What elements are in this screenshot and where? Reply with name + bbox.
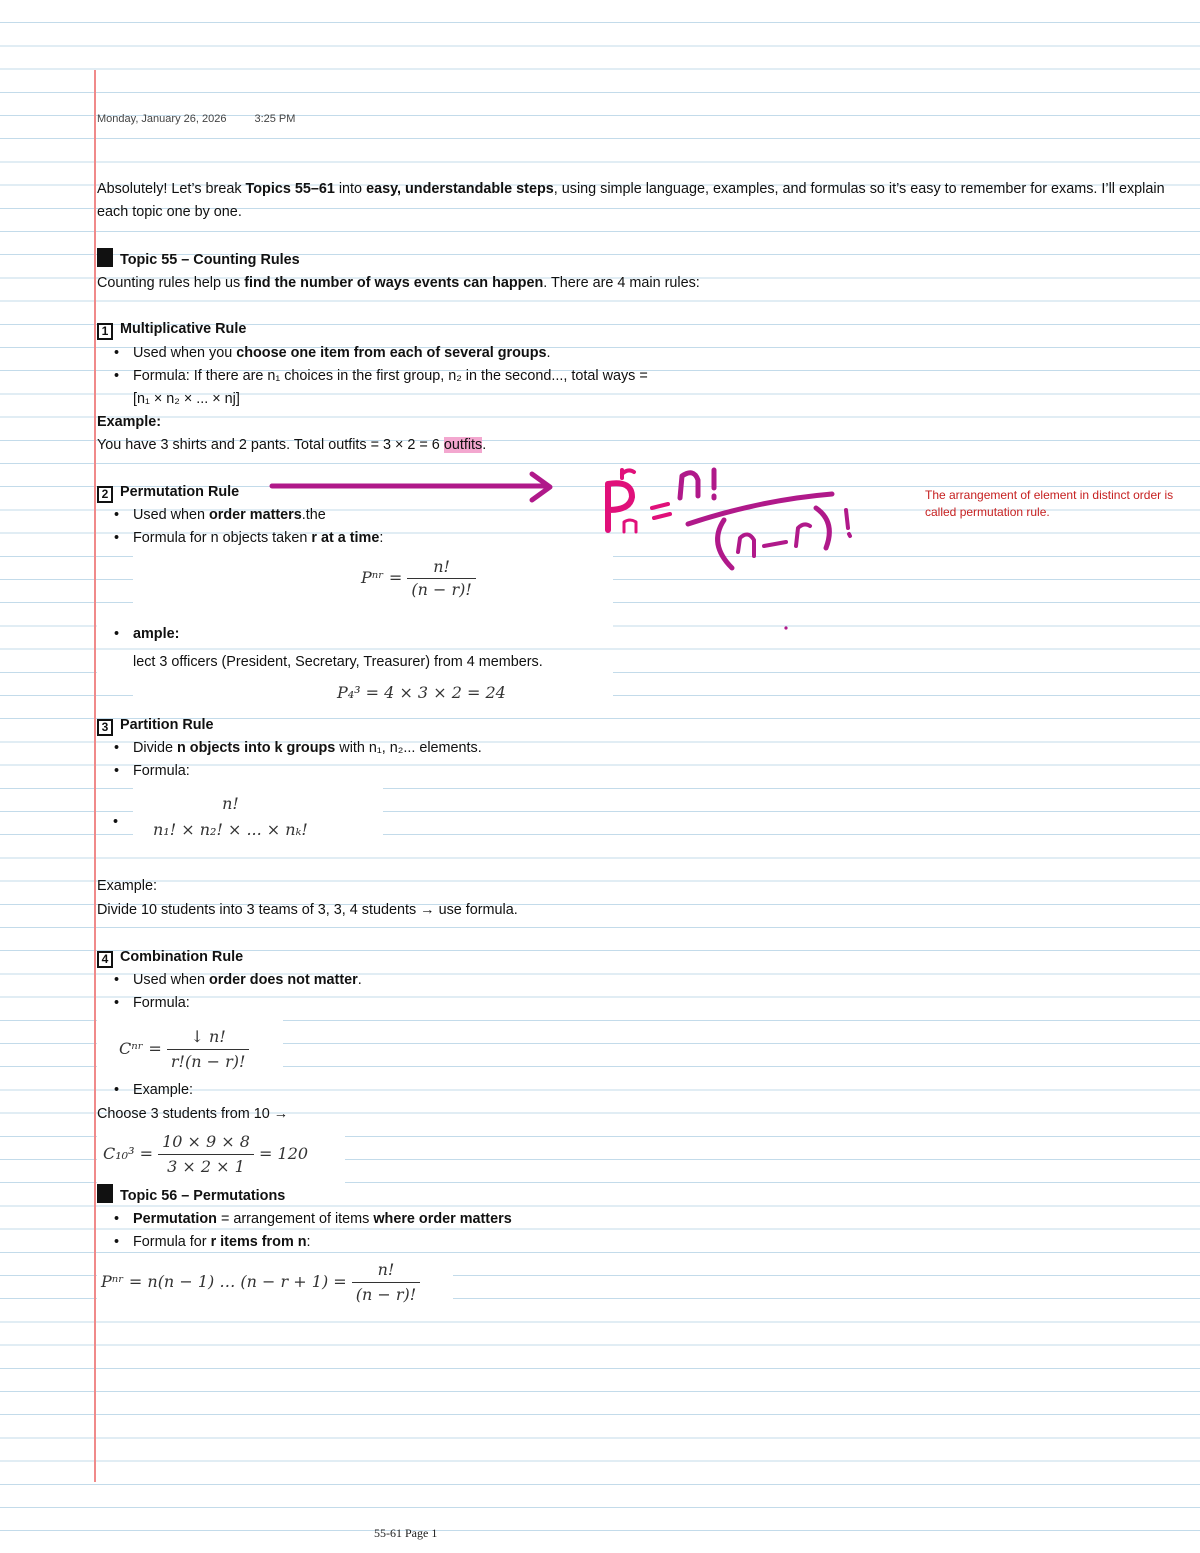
rule-4-example: Choose 3 students from 10 → <box>97 1105 289 1122</box>
rule-3-example: Divide 10 students into 3 teams of 3, 3, 4 students → use formula. <box>97 901 518 918</box>
note-timestamp <box>97 108 1195 130</box>
keycap-3-icon: 3 <box>97 719 113 736</box>
topic-56-heading: Topic 56 – Permutations <box>97 1184 1195 1208</box>
keycap-1-icon: 1 <box>97 323 113 340</box>
topic-55-heading: Topic 55 – Counting Rules <box>97 248 1195 272</box>
list-item: • Formula: <box>97 760 1195 783</box>
topic-56-list <box>97 1208 1195 1254</box>
list-item-continuation: [n₁ × n₂ × ... × nj] <box>133 390 240 407</box>
topic-55-description: Counting rules help us find the number of ways events can happen. There are 4 main rules: <box>97 274 700 291</box>
rule-2-heading: 2 Permutation Rule <box>97 481 1195 504</box>
list-item: • Formula: <box>97 992 1195 1015</box>
side-annotation-note: The arrangement of element in distinct order is called permutation rule. <box>925 488 1174 519</box>
list-item: • Formula for r items from n: <box>97 1231 1195 1254</box>
list-item: • Example: <box>97 1079 1195 1102</box>
note-body <box>97 108 1195 1310</box>
combination-example-image: C₁₀³ = $\frac{10 \times 9 \times 8}{3 \times 2 \times 1}$ = 120 <box>97 1126 345 1184</box>
rule-1-list <box>97 342 1195 412</box>
list-item: • Used when you choose one item from each of several groups. <box>97 342 1195 365</box>
note-date: Monday, January 26, 2026 <box>97 113 227 125</box>
rule-1-heading: 1 Multiplicative Rule <box>97 318 1195 341</box>
permutation-formula-image: Pⁿʳ = $\frac{n!}{(n - r)!}$ <box>133 550 613 614</box>
rule-3-example-label: Example: <box>97 878 157 895</box>
rule-4-example-list <box>97 1079 1195 1102</box>
black-square-icon <box>97 248 113 267</box>
combination-formula-image: Cⁿʳ = $\frac{↓ n!}{r!(n - r)!}$ <box>97 1019 283 1079</box>
highlighted-text: outfits <box>443 437 483 454</box>
rule-1-example: You have 3 shirts and 2 pants. Total outfits = 3 × 2 = 6 outfits. <box>97 437 487 454</box>
rule-2-example: lect 3 officers (President, Secretary, Treasurer) from 4 members. <box>97 651 613 674</box>
rule-3-heading: 3 Partition Rule <box>97 714 1195 737</box>
page-footer: 55-61 Page 1 <box>374 1526 438 1540</box>
list-item: • Formula: If there are n₁ choices in the first group, n₂ in the second..., total ways = <box>97 365 1195 388</box>
topic-56-formula-image: Pⁿʳ = n(n − 1) … (n − r + 1) = $\frac{n!}{(n - r)!}$ <box>97 1254 453 1310</box>
rule-3-list <box>97 737 1195 783</box>
keycap-2-icon: 2 <box>97 486 113 503</box>
list-item: • Used when order does not matter. <box>97 969 1195 992</box>
list-item: • Permutation = arrangement of items where order matters <box>97 1208 1195 1231</box>
note-time: 3:25 PM <box>254 113 296 125</box>
list-item: • ample: <box>97 623 613 646</box>
rule-1-example-label: Example: <box>97 414 161 431</box>
arrow-down-icon: ↓ <box>190 1027 204 1047</box>
intro-paragraph: Absolutely! Let’s break Topics 55–61 into easy, understandable steps, using simple language, examples, and formulas so it’s easy to remember for exams. I’ll explain each topic one by one. <box>97 181 1165 221</box>
list-item: • Used when order matters.the <box>97 504 1195 527</box>
rule-4-list <box>97 969 1195 1015</box>
black-square-icon <box>97 1184 113 1203</box>
rule-2-example-list <box>97 623 1195 646</box>
keycap-4-icon: 4 <box>97 951 113 968</box>
list-item: • Formula for n objects taken r at a time: <box>97 527 1195 550</box>
permutation-example-image: P₄³ = 4 × 3 × 2 = 24 <box>133 674 613 714</box>
list-item: • Divide n objects into k groups with n₁, n₂... elements. <box>97 737 1195 760</box>
rule-4-heading: 4 Combination Rule <box>97 946 1195 969</box>
partition-formula-image: • n! n₁! × n₂! × ... × nₖ! <box>133 785 383 847</box>
notebook-margin-line <box>94 70 96 1482</box>
